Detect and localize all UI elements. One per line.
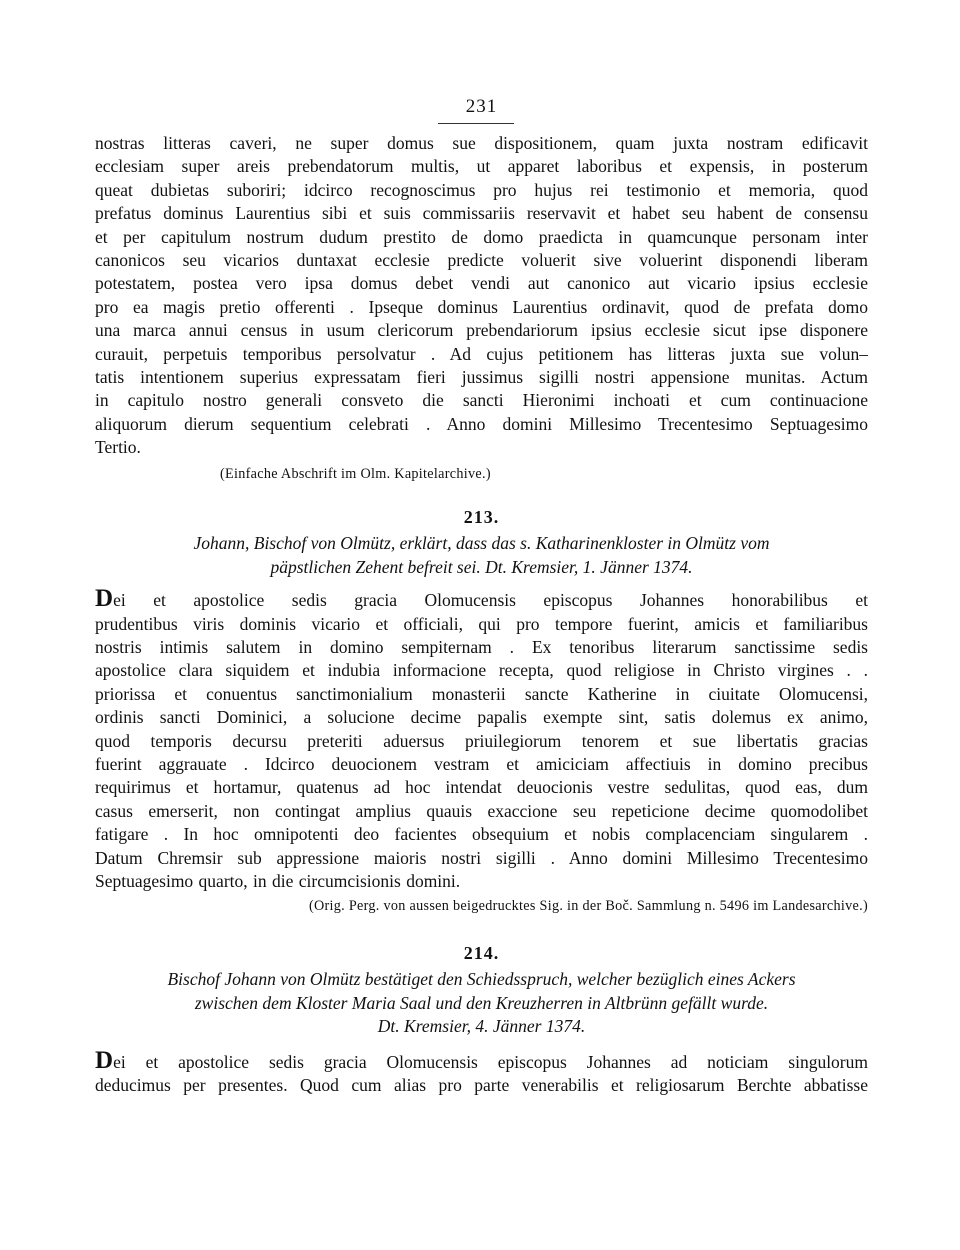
source-note: (Orig. Perg. von aussen beigedrucktes Sig. in der Boč. Sammlung n. 5496 im Landesarchive.) [308, 898, 868, 915]
page-number: 231 [465, 96, 498, 117]
regest-line: Bischof Johann von Olmütz bestätiget den Schiedsspruch, welcher bezüglich eines Ackers [167, 969, 796, 990]
text-line: ordinis sancti Dominici, a solucione decime papalis exempte sint, satis dolemus ex animo, [95, 707, 868, 728]
text-line: queat dubietas suboriri; idcirco recognoscimus pro hujus rei testimonio et memoria, quod [95, 179, 868, 200]
regest-line: Johann, Bischof von Olmütz, erklärt, dass das s. Katharinenkloster in Olmütz vom [193, 533, 770, 554]
document-regest [95, 532, 868, 579]
document-page [95, 96, 868, 1097]
text-line: tatis intentionem superius expressatam fieri jussimus sigilli nostri appensione munitas. Actum [95, 366, 868, 387]
document-number: 213. [463, 507, 500, 528]
first-line-text: ei et apostolice sedis gracia Olomucensis episcopus Johannes ad noticiam singulorum [113, 1051, 868, 1072]
text-line: fuerint aggrauate . Idcirco deuocionem vestram et amiciciam affectiuis in domino precibus [95, 753, 868, 774]
text-line: in capitulo nostro generali consveto die sancti Hieronimi inchoati et cum continuacione [95, 390, 868, 411]
text-line: pro ea magis pretio offerenti . Ipseque dominus Laurentius ordinavit, quod de prefata domo [95, 296, 868, 317]
text-line [95, 585, 868, 613]
text-line: aliquorum dierum sequentium celebrati . Anno domini Millesimo Trecentesimo Septuagesimo [95, 413, 868, 434]
document-body [95, 585, 868, 893]
source-note: (Einfache Abschrift im Olm. Kapitelarchive.) [220, 466, 491, 483]
text-line: prudentibus viris dominis vicario et officiali, qui pro tempore fuerint, amicis et familiaribus [95, 613, 868, 634]
text-line: ecclesiam super areis prebendatorum multis, ut apparet laboribus et expensis, in posterum [95, 156, 868, 177]
text-line: canonicos seu vicarios duntaxat ecclesie predicte voluerit sive voluerint disponendi liberam [95, 249, 868, 270]
text-line [95, 1046, 868, 1074]
regest-line: päpstlichen Zehent befreit sei. Dt. Kremsier, 1. Jänner 1374. [270, 556, 693, 577]
text-line: apostolice clara siquidem et indubia informacione recepta, quod religiose in Christo virgines . . [95, 660, 868, 681]
text-line: deducimus per presentes. Quod cum alias pro parte venerabilis et religiosarum Berchte abbatisse [95, 1074, 868, 1095]
text-line: una marca annui census in usum clericorum prebendariorum ipsius ecclesie sicut ipse disponere [95, 320, 868, 341]
document-number: 214. [463, 943, 500, 964]
text-line: prefatus dominus Laurentius sibi et suis commissariis reservavit et habet seu habent de consensu [95, 203, 868, 224]
text-line: curauit, perpetuis temporibus persolvatur . Ad cujus petitionem has litteras juxta sue volun– [95, 343, 868, 364]
text-line: casus emerserit, non contingat amplius quauis exaccione seu repeticione decime quomodolibet [95, 800, 868, 821]
text-line: Tertio. [95, 437, 141, 458]
initial-letter: D [95, 585, 114, 613]
initial-letter: D [95, 1046, 114, 1074]
document-body [95, 1046, 868, 1098]
document-regest [95, 968, 868, 1038]
text-line: et per capitulum nostrum dudum prestito de domo praedicta in quamcunque personam inter [95, 226, 868, 247]
text-line: Septuagesimo quarto, in die circumcisionis domini. [95, 870, 461, 891]
text-line: nostris intimis salutem in domino sempiternam . Ex tenoribus literarum sanctissime sedis [95, 637, 868, 658]
text-line: fatigare . In hoc omnipotenti deo facientes obsequium et nobis complacenciam singularem . [95, 824, 868, 845]
regest-line: zwischen dem Kloster Maria Saal und den Kreuzherren in Altbrünn gefällt wurde. [194, 992, 769, 1013]
text-line: nostras litteras caveri, ne super domus sue dispositionem, quam juxta nostram edificavit [95, 133, 868, 153]
text-line: priorissa et conuentus sanctimonialium monasterii sancte Katherine in ciuitate Olomucensi, [95, 683, 868, 704]
regest-line: Dt. Kremsier, 4. Jänner 1374. [377, 1016, 586, 1037]
text-line: requirimus et hortamur, quatenus ad hoc intendat deuocionis vestre sedulitas, quod eas, dum [95, 777, 868, 798]
text-line: potestatem, postea vero ipsa domus debet vendi aut canonico aut vicario ipsius ecclesie [95, 273, 868, 294]
text-line: quod temporis decursu preteriti aduersus priuilegiorum tenorem et sue libertatis gracias [95, 730, 868, 751]
text-line: Datum Chremsir sub appressione maioris nostri sigilli . Anno domini Millesimo Trecentesimo [95, 847, 868, 868]
continuation-text [95, 132, 868, 459]
first-line-text: ei et apostolice sedis gracia Olomucensis episcopus Johannes honorabilibus et [113, 590, 868, 611]
page-number-rule [438, 123, 514, 124]
